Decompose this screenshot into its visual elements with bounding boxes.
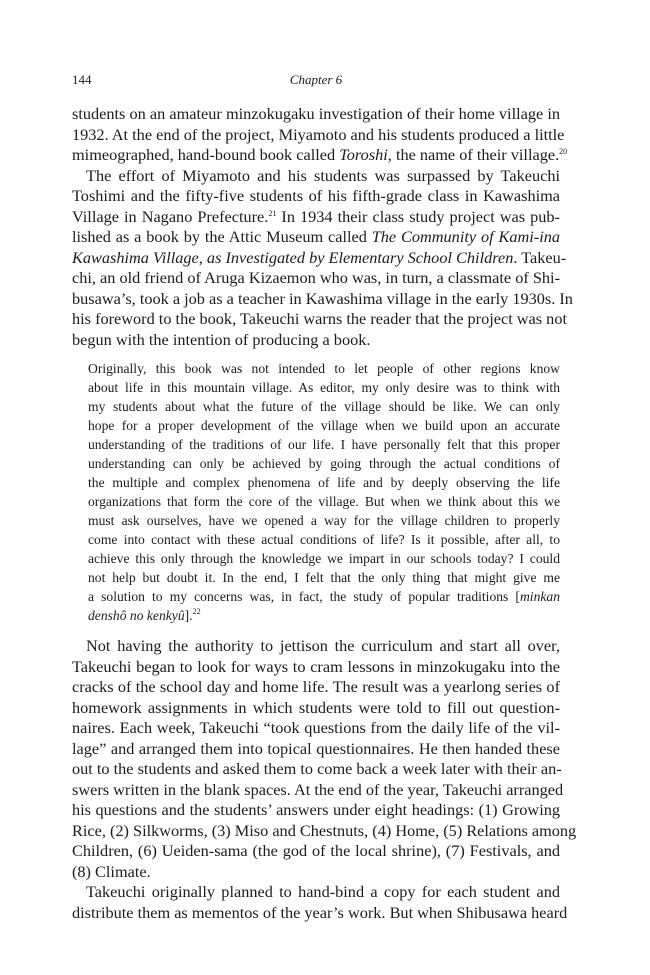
paragraph-4 bbox=[72, 882, 568, 923]
text-line: busawa’s, took a job as a teacher in Kawashima village in the early 1930s. In bbox=[72, 288, 573, 308]
japanese-term: denshô no kenkyû bbox=[88, 608, 185, 623]
text-line: Takeuchi originally planned to hand-bind a copy for each student and bbox=[86, 882, 560, 901]
quote-line: come into contact with these actual conditions of life? Is it possible, after all, to bbox=[88, 532, 560, 547]
japanese-term: minkan bbox=[519, 589, 560, 604]
quote-line: must ask ourselves, have we opened a way for the village children to properly bbox=[88, 513, 560, 528]
quote-line: hope for a proper development of the village when we build upon an accurate bbox=[88, 418, 560, 433]
text-line: his questions and the students’ answers under eight headings: (1) Growing bbox=[72, 800, 560, 819]
text-line: mimeographed, hand-bound book called Toroshi, the name of their village.$^{20}$ bbox=[72, 145, 568, 164]
text-line: begun with the intention of producing a book. bbox=[72, 329, 371, 349]
quote-line: the multiple and complex phenomena of life and by deeply observing the life bbox=[88, 475, 560, 490]
quote-line: not help but doubt it. In the end, I felt that the only thing that might give me bbox=[88, 570, 560, 585]
text-line: his foreword to the book, Takeuchi warns the reader that the project was not bbox=[72, 309, 567, 328]
quote-line: a solution to my concerns was, in fact, the study of popular traditions [minkan bbox=[88, 589, 560, 604]
footnote-ref: 20 bbox=[559, 147, 568, 156]
text-line: Kawashima Village, as Investigated by Elementary School Children. Takeu- bbox=[72, 247, 567, 267]
text-line: out to the students and asked them to come back a week later with their an- bbox=[72, 759, 562, 778]
quote-line: denshô no kenkyû].$^{22}$ bbox=[88, 607, 201, 623]
quote-line: understanding of the traditions of our life. I have personally felt that this proper bbox=[88, 437, 560, 452]
quote-line: organizations that form the core of the village. But when we think about this we bbox=[88, 494, 560, 509]
text-line: Children, (6) Ueiden-sama (the god of the local shrine), (7) Festivals, and bbox=[72, 841, 560, 860]
quote-line: Originally, this book was not intended to let people of other regions know bbox=[88, 361, 560, 376]
text-line: Takeuchi began to look for ways to cram lessons in minzokugaku into the bbox=[72, 656, 560, 676]
book-title: Kawashima Village, as Investigated by Elementary School Children bbox=[72, 247, 514, 267]
body-text bbox=[72, 104, 577, 923]
text-line: chi, an old friend of Aruga Kizaemon who was, in turn, a classmate of Shi- bbox=[72, 268, 560, 287]
text-line: lished as a book by the Attic Museum called The Community of Kami-ina bbox=[72, 227, 560, 246]
text-line: lage” and arranged them into topical questionnaires. He then handed these bbox=[72, 738, 560, 758]
page-number: 144 bbox=[72, 72, 92, 87]
quote-line: achieve this only through the knowledge we impart in our schools today? I could bbox=[88, 551, 560, 566]
text-line: naires. Each week, Takeuchi “took questions from the daily life of the vil- bbox=[72, 718, 560, 737]
book-title: Toroshi bbox=[339, 145, 388, 164]
quote-line: about life in this mountain village. As editor, my only desire was to think with bbox=[88, 380, 560, 395]
text-line: Toshimi and the fifty-five students of his fifth-grade class in Kawashima bbox=[72, 186, 560, 205]
block-quote bbox=[72, 359, 560, 625]
paragraph-1 bbox=[72, 104, 568, 166]
text-line: homework assignments in which students were told to fill out question- bbox=[72, 697, 560, 717]
page-header bbox=[72, 72, 560, 90]
paragraph-3 bbox=[72, 636, 577, 882]
paragraph-2 bbox=[72, 165, 573, 351]
quote-line: my students about what the future of the village should be like. We can only bbox=[88, 399, 560, 414]
text-line: 1932. At the end of the project, Miyamoto and his students produced a little bbox=[72, 124, 565, 144]
text-line: Rice, (2) Silkworms, (3) Miso and Chestnuts, (4) Home, (5) Relations among bbox=[72, 820, 577, 840]
footnote-ref: 21 bbox=[268, 208, 277, 218]
text-line: cracks of the school day and home life. The result was a yearlong series of bbox=[72, 677, 560, 696]
text-line: (8) Climate. bbox=[72, 861, 151, 881]
text-line: distribute them as mementos of the year’s work. But when Shibusawa heard bbox=[72, 902, 568, 922]
book-title: The Community of Kami-ina bbox=[371, 227, 560, 246]
text-line: Village in Nagano Prefecture.$^{21}$ In 1934 their class study project was pub- bbox=[72, 206, 560, 226]
text-line: The effort of Miyamoto and his students was surpassed by Takeuchi bbox=[86, 165, 560, 185]
text-line: Not having the authority to jettison the curriculum and start all over, bbox=[86, 636, 560, 655]
footnote-ref: 22 bbox=[192, 607, 201, 616]
quote-line: understanding can only be achieved by going through the actual conditions of bbox=[88, 456, 560, 471]
text-line: students on an amateur minzokugaku investigation of their home village in bbox=[72, 104, 560, 123]
running-head: Chapter 6 bbox=[289, 72, 343, 87]
text-line: swers written in the blank spaces. At the end of the year, Takeuchi arranged bbox=[72, 779, 564, 799]
